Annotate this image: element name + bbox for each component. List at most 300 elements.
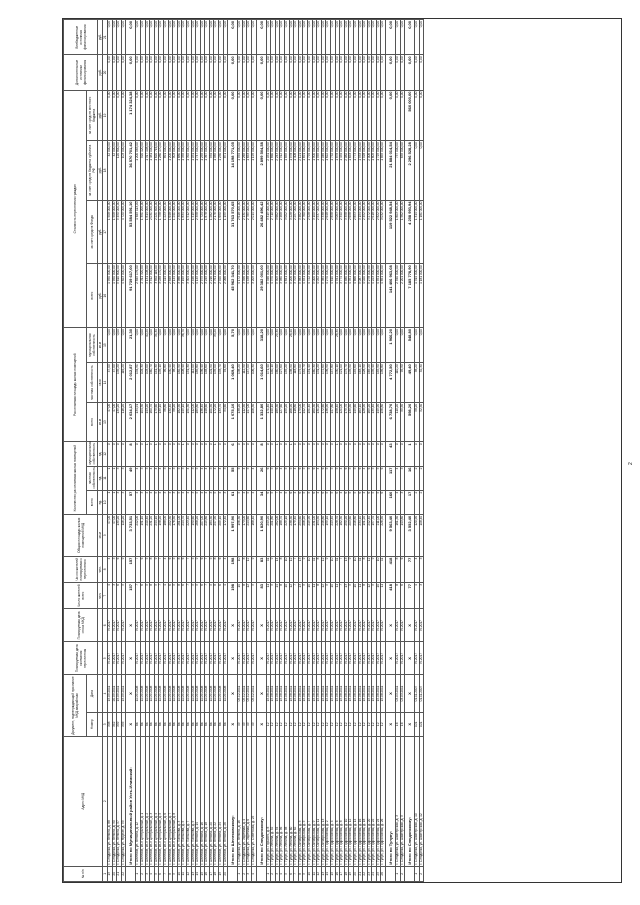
table-cell: 342: [112, 712, 117, 736]
table-cell: 4: [223, 583, 228, 609]
table-cell: 10: [376, 556, 381, 582]
table-cell: 2 046 000,00: [321, 141, 326, 200]
column-number-cell: 16: [103, 264, 108, 328]
col-doc-group-header: Документ, подтверждающий признание МКД аварийным: [64, 675, 87, 737]
table-cell: 3: [112, 556, 117, 582]
table-cell: 0,00: [321, 55, 326, 90]
column-number-cell: 3: [103, 712, 108, 736]
unit-cell: ед.: [98, 466, 103, 490]
table-cell: 9: [326, 556, 331, 582]
table-cell: 179,40: [294, 514, 299, 556]
table-cell: IV.2017: [154, 609, 159, 642]
table-cell: 112,50: [242, 402, 247, 442]
table-cell: 112,00: [191, 402, 196, 442]
table-cell: 0,00: [219, 55, 224, 90]
subtotal-cell: 26: [256, 466, 266, 490]
subtotal-cell: X: [405, 675, 415, 712]
table-cell: 0: [196, 442, 201, 466]
table-cell: 28,40: [289, 328, 294, 363]
table-cell: 11.09.2008: [168, 675, 173, 712]
table-cell: 1: [112, 490, 117, 514]
table-cell: 219,80: [205, 514, 210, 556]
table-cell: IV.2017: [117, 609, 122, 642]
table-cell: IV.2017: [159, 609, 164, 642]
table-cell: 5: [326, 466, 331, 490]
table-cell: IV.2017: [363, 642, 368, 675]
table-cell: 36,70: [182, 328, 187, 363]
table-cell: 9: [173, 866, 178, 881]
table-cell: 0,00: [275, 90, 280, 141]
table-cell: 112,50: [242, 363, 247, 403]
table-cell: 12: [303, 712, 308, 736]
table-cell: 3: [140, 490, 145, 514]
table-cell: 189,80: [196, 402, 201, 442]
table-cell: 103,00: [145, 363, 150, 403]
table-cell: 1 933 000,00: [358, 141, 363, 200]
table-cell: 3 002 000,00: [285, 200, 290, 264]
table-cell: 0,00: [150, 90, 155, 141]
table-cell: 03.03.2011: [396, 675, 401, 712]
subtotal-cell: 0,00: [386, 90, 396, 141]
table-cell: 3: [121, 490, 126, 514]
column-number-cell: 8: [103, 556, 108, 582]
table-cell: 0,00: [117, 55, 122, 90]
table-cell: 2 822 000,00: [376, 200, 381, 264]
table-cell: 2: [415, 466, 420, 490]
table-cell: 7: [186, 583, 191, 609]
table-cell: 0,00: [163, 328, 168, 363]
table-cell: 0,00: [285, 90, 290, 141]
unit-cell: руб.: [98, 20, 103, 55]
table-cell: IV.2017: [252, 609, 257, 642]
table-cell: г. Тулун, ул. Гидролизная, д. 10: [344, 736, 349, 866]
table-cell: 10: [330, 583, 335, 609]
table-cell: 1 758 000,00: [159, 200, 164, 264]
table-cell: 6: [289, 866, 294, 881]
table-cell: 9: [303, 866, 308, 881]
table-cell: 20: [223, 866, 228, 881]
table-cell: 4 551 000,00: [376, 264, 381, 328]
table-cell: 0,00: [280, 55, 285, 90]
table-cell: 142,70: [303, 363, 308, 403]
table-cell: 0,00: [381, 55, 386, 90]
table-cell: 8а: [140, 712, 145, 736]
table-cell: 0,00: [242, 55, 247, 90]
table-cell: IV.2017: [182, 609, 187, 642]
table-cell: 0,00: [321, 90, 326, 141]
table-cell: 0,00: [196, 90, 201, 141]
table-cell: 242,40: [367, 514, 372, 556]
table-cell: 182,50: [177, 402, 182, 442]
table-cell: 1: [415, 866, 420, 881]
table-cell: 6: [312, 466, 317, 490]
table-cell: 160,70: [150, 363, 155, 403]
table-cell: 4: [108, 583, 113, 609]
subtotal-cell: 1 997,90: [228, 514, 238, 556]
table-cell: 5: [349, 490, 354, 514]
table-cell: 223,40: [186, 514, 191, 556]
table-cell: 15.08.2011: [358, 675, 363, 712]
table-cell: 0,00: [367, 90, 372, 141]
table-cell: 4: [154, 466, 159, 490]
subtotal-cell: Итого по Тулуну:: [386, 736, 396, 866]
table-cell: IV.2017: [223, 609, 228, 642]
table-cell: 6: [298, 466, 303, 490]
table-cell: 7: [136, 583, 141, 609]
table-cell: IV.2017: [285, 609, 290, 642]
table-cell: 10: [285, 583, 290, 609]
table-cell: 5: [191, 556, 196, 582]
table-cell: 0,00: [136, 90, 141, 141]
table-cell: 11.09.2008: [209, 675, 214, 712]
table-cell: 25: [376, 866, 381, 881]
table-cell: 5: [173, 556, 178, 582]
table-cell: 0,00: [275, 20, 280, 55]
table-cell: 0: [330, 442, 335, 466]
table-cell: IV.2017: [317, 642, 322, 675]
unit-cell: ед.: [98, 490, 103, 514]
subtotal-cell: 21,30: [126, 328, 136, 363]
table-cell: 96,80: [163, 363, 168, 403]
table-cell: 4: [242, 490, 247, 514]
subtotal-cell: X: [126, 712, 136, 736]
table-cell: 139,00: [214, 363, 219, 403]
table-cell: 01.11.2007: [419, 675, 424, 712]
table-cell: IV.2017: [303, 642, 308, 675]
table-cell: г. Шелехов, ул. Панькова, д. 5: [182, 736, 187, 866]
table-cell: 6: [182, 556, 187, 582]
table-cell: 231,20: [150, 514, 155, 556]
table-cell: 0,00: [266, 328, 271, 363]
table-cell: 28,30: [335, 328, 340, 363]
column-number-cell: 15: [103, 328, 108, 363]
table-cell: 0,00: [191, 55, 196, 90]
table-cell: г. Тулун, ул. Гидролизная, д. 24: [376, 736, 381, 866]
table-cell: 135,20: [117, 514, 122, 556]
table-cell: г. Тулун, ул. Октябрьская, д. 7: [307, 736, 312, 866]
table-cell: 4: [396, 490, 401, 514]
table-cell: 2 446 000,00: [191, 264, 196, 328]
table-cell: 8а: [168, 712, 173, 736]
table-cell: 11: [358, 583, 363, 609]
table-cell: 1 391 200,00: [140, 200, 145, 264]
table-cell: 140,10: [271, 363, 276, 403]
table-cell: 172,40: [223, 514, 228, 556]
table-cell: 2 311 320,00: [140, 264, 145, 328]
table-cell: IV.2017: [209, 642, 214, 675]
table-cell: IV.2017: [349, 642, 354, 675]
table-cell: IV.2017: [335, 609, 340, 642]
table-cell: 94,60: [223, 363, 228, 403]
table-cell: 4: [182, 490, 187, 514]
table-cell: 4: [108, 556, 113, 582]
table-cell: 21: [358, 866, 363, 881]
table-cell: 737 000,00: [396, 141, 401, 200]
table-cell: 4 941 000,00: [335, 264, 340, 328]
table-cell: 3: [247, 866, 252, 881]
table-cell: 1: [154, 442, 159, 466]
table-cell: 0,00: [242, 328, 247, 363]
table-cell: 0: [285, 442, 290, 466]
unit-cell: чел.: [98, 583, 103, 609]
table-cell: 0: [159, 442, 164, 466]
table-cell: 8: [317, 583, 322, 609]
table-cell: 5: [330, 466, 335, 490]
table-cell: 1 690 000,00: [219, 200, 224, 264]
table-cell: 0,00: [415, 55, 420, 90]
subtotal-cell: 0,00: [256, 55, 266, 90]
table-cell: IV.2017: [173, 642, 178, 675]
unit-cell: кв.м: [98, 363, 103, 403]
table-cell: 47,00: [108, 514, 113, 556]
table-cell: 0,00: [196, 55, 201, 90]
table-cell: 1 794 000,00: [307, 141, 312, 200]
table-cell: 4: [214, 466, 219, 490]
subtotal-cell: X: [405, 712, 415, 736]
table-cell: 104,30: [140, 363, 145, 403]
table-cell: 15.08.2011: [363, 675, 368, 712]
table-cell: 3 272 000,00: [367, 200, 372, 264]
table-cell: 179,00: [298, 363, 303, 403]
table-cell: 15.08.2011: [317, 675, 322, 712]
table-cell: 1 415 000,00: [191, 200, 196, 264]
table-cell: IV.2017: [196, 609, 201, 642]
table-cell: 2: [242, 866, 247, 881]
table-cell: 0: [396, 442, 401, 466]
subtotal-cell: X: [386, 712, 396, 736]
table-cell: IV.2017: [376, 642, 381, 675]
subtotal-cell: X: [405, 609, 415, 642]
table-cell: 4: [415, 556, 420, 582]
subtotal-cell: 0,00: [256, 20, 266, 55]
table-cell: 5: [145, 583, 150, 609]
table-cell: 5 490 000,00: [117, 200, 122, 264]
table-cell: 5: [372, 466, 377, 490]
table-cell: 0,00: [159, 328, 164, 363]
table-cell: 0,00: [396, 55, 401, 90]
table-cell: 11.09.2008: [177, 675, 182, 712]
table-cell: 3: [209, 466, 214, 490]
table-cell: 189,30: [275, 402, 280, 442]
table-cell: г. Шелехов, кв-л Центральный, д. 8: [173, 736, 178, 866]
table-cell: г. Тулун, ул. Октябрьская, д. 13: [321, 736, 326, 866]
table-cell: 5: [209, 583, 214, 609]
column-number-cell: 10: [103, 490, 108, 514]
table-cell: IV.2017: [205, 642, 210, 675]
table-cell: 6: [200, 583, 205, 609]
table-cell: IV.2017: [285, 642, 290, 675]
table-cell: 1 908 000,00: [112, 200, 117, 264]
table-cell: 0,00: [154, 20, 159, 55]
table-cell: 3: [191, 466, 196, 490]
table-cell: г. Шелехов, ул. Панькова, д. 9: [191, 736, 196, 866]
table-cell: IV.2017: [344, 642, 349, 675]
table-cell: 8: [280, 556, 285, 582]
table-cell: 15.08.2011: [307, 675, 312, 712]
table-cell: 9: [349, 556, 354, 582]
table-cell: 95,50: [400, 363, 405, 403]
table-cell: IV.2017: [173, 609, 178, 642]
subtotal-cell: X: [256, 712, 266, 736]
col-cost-region-header: за счет средств бюджета субъекта РФ: [87, 141, 98, 200]
table-cell: 6: [140, 556, 145, 582]
table-cell: 4 666 000,00: [353, 264, 358, 328]
table-cell: 155,20: [285, 363, 290, 403]
subtotal-cell: 2 034,17: [126, 402, 136, 442]
table-cell: 4: [294, 490, 299, 514]
table-cell: 0,00: [419, 55, 424, 90]
table-cell: 4: [163, 583, 168, 609]
unit-cell: кв.м: [98, 328, 103, 363]
table-cell: IV.2017: [415, 642, 420, 675]
table-cell: 13: [298, 556, 303, 582]
table-cell: г. Тулун, ул. Ленина, д. 60: [289, 736, 294, 866]
table-cell: 5: [238, 466, 243, 490]
table-cell: 149,60: [353, 402, 358, 442]
table-cell: 5: [177, 466, 182, 490]
subtotal-cell: X: [228, 609, 238, 642]
table-cell: 110,20: [396, 402, 401, 442]
table-cell: IV.2017: [312, 609, 317, 642]
table-cell: 3 396 000,00: [242, 264, 247, 328]
table-cell: 20.09.2011: [112, 675, 117, 712]
table-cell: 201,80: [271, 514, 276, 556]
table-cell: 131,20: [317, 402, 322, 442]
table-cell: 3 245 000,00: [205, 264, 210, 328]
table-cell: 0,00: [205, 328, 210, 363]
subtotal-cell: 318,20: [256, 328, 266, 363]
table-cell: 169,20: [367, 363, 372, 403]
table-cell: IV.2017: [168, 609, 173, 642]
table-cell: 148,60: [205, 363, 210, 403]
table-cell: 116,20: [121, 514, 126, 556]
table-cell: 52,30: [419, 363, 424, 403]
table-cell: 12: [381, 712, 386, 736]
table-cell: 5: [177, 490, 182, 514]
table-cell: 0,00: [400, 20, 405, 55]
table-cell: 0,00: [117, 20, 122, 55]
table-cell: 8: [177, 556, 182, 582]
table-cell: 151,30: [186, 363, 191, 403]
table-cell: 0,00: [136, 20, 141, 55]
table-cell: 1 481 000,00: [150, 141, 155, 200]
subtotal-cell: 418: [386, 556, 396, 582]
table-cell: IV.2017: [154, 642, 159, 675]
table-cell: 191,20: [363, 514, 368, 556]
table-cell: 15.08.2011: [353, 675, 358, 712]
table-cell: 1 878 000,00: [335, 141, 340, 200]
table-cell: 0,00: [173, 90, 178, 141]
table-cell: 12: [289, 583, 294, 609]
table-cell: 0,00: [326, 20, 331, 55]
table-cell: 0,00: [205, 55, 210, 90]
table-cell: 0,00: [205, 20, 210, 55]
table-cell: 0,00: [303, 55, 308, 90]
table-cell: 0,00: [317, 328, 322, 363]
table-cell: 4 223 000,00: [372, 264, 377, 328]
table-cell: 15: [200, 866, 205, 881]
table-cell: 5: [353, 466, 358, 490]
table-cell: 4: [163, 556, 168, 582]
subtotal-cell: 83: [256, 583, 266, 609]
table-cell: 1 908 000,00: [108, 200, 113, 264]
table-cell: 3 304 000,00: [186, 264, 191, 328]
table-cell: 0: [136, 442, 141, 466]
table-cell: IV.2017: [344, 609, 349, 642]
table-cell: 136,40: [200, 363, 205, 403]
table-cell: IV.2017: [163, 609, 168, 642]
table-cell: 19.09.2011: [117, 675, 122, 712]
table-cell: 1 691 000,00: [303, 141, 308, 200]
table-cell: 11.09.2008: [196, 675, 201, 712]
table-cell: 0,00: [223, 328, 228, 363]
table-cell: 0: [112, 442, 117, 466]
table-cell: 0,00: [200, 90, 205, 141]
table-cell: 0,00: [223, 55, 228, 90]
table-cell: 127,60: [280, 363, 285, 403]
table-cell: 116,20: [121, 363, 126, 403]
table-cell: 0: [247, 442, 252, 466]
subtotal-cell: Итого по Муниципальный район Усть-Илимский:: [126, 736, 136, 866]
table-cell: г. Слюдянка, ул. Шахтерская, д. 12: [419, 736, 424, 866]
table-cell: IV.2017: [177, 642, 182, 675]
table-cell: 8а: [205, 712, 210, 736]
table-cell: 14: [326, 866, 331, 881]
table-cell: 130,40: [168, 402, 173, 442]
subtotal-cell: 2 296 528,28: [405, 141, 415, 200]
table-cell: г. Слюдянка, ул. Фрунзе, д. 55: [121, 736, 126, 866]
table-cell: 9: [349, 583, 354, 609]
table-cell: 6: [298, 490, 303, 514]
subtotal-cell: 36 570 701,42: [126, 141, 136, 200]
subtotal-cell: 548,80: [405, 328, 415, 363]
table-cell: 0,00: [140, 90, 145, 141]
table-cell: 101,50: [209, 402, 214, 442]
table-cell: IV.2017: [396, 609, 401, 642]
table-cell: 3 315 000,00: [266, 200, 271, 264]
table-cell: 11.09.2008: [186, 675, 191, 712]
table-cell: 0,00: [294, 20, 299, 55]
table-cell: 20: [112, 866, 117, 881]
unit-cell: руб.: [98, 264, 103, 328]
table-cell: 5: [214, 490, 219, 514]
table-cell: 1 773 000,00: [353, 141, 358, 200]
table-cell: 6: [117, 583, 122, 609]
table-cell: 0: [307, 442, 312, 466]
table-cell: 254,60: [298, 514, 303, 556]
table-cell: 0,00: [177, 55, 182, 90]
table-cell: 19: [219, 866, 224, 881]
table-cell: 128,90: [363, 363, 368, 403]
table-cell: 9: [372, 583, 377, 609]
table-cell: IV.2017: [289, 609, 294, 642]
table-cell: 4 891 000,00: [381, 264, 386, 328]
table-cell: 49: [238, 712, 243, 736]
table-cell: 4: [200, 490, 205, 514]
table-cell: 10: [285, 556, 290, 582]
table-cell: 03.03.2011: [400, 675, 405, 712]
subtotal-cell: 3 733,51: [126, 514, 136, 556]
table-cell: 0,00: [376, 20, 381, 55]
table-cell: 0: [238, 442, 243, 466]
table-cell: 5 087 000,00: [358, 264, 363, 328]
table-cell: 934 000,00: [209, 141, 214, 200]
table-cell: 262,00: [275, 514, 280, 556]
table-cell: г. Шелехов, ул. Ленина, д. 16: [200, 736, 205, 866]
column-number-cell: 13: [103, 402, 108, 442]
table-cell: 0,00: [219, 20, 224, 55]
unit-cell: руб.: [98, 90, 103, 141]
